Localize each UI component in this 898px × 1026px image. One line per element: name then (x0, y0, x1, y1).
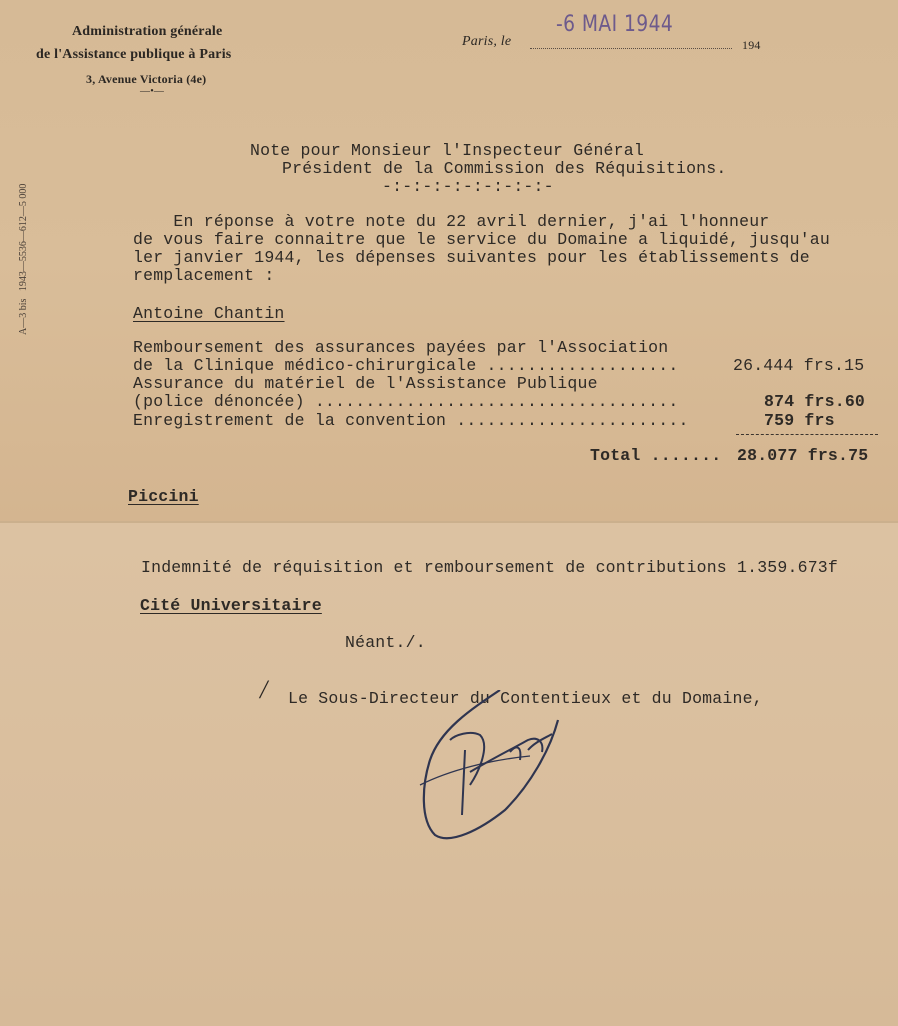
date-dotted-line (530, 48, 732, 49)
date-year-suffix: 194 (742, 38, 761, 52)
intro-line-2: de vous faire connaitre que le service du Domaine a liquidé, jusqu'au (133, 230, 831, 249)
section-heading-piccini: Piccini (128, 487, 199, 506)
section-heading-antoine-chantin: Antoine Chantin (133, 304, 285, 323)
handwritten-signature (410, 690, 570, 850)
title-line-1: Note pour Monsieur l'Inspecteur Général (250, 141, 644, 160)
letterhead-ornament: —•— (140, 86, 165, 97)
expense-amount-4: 874 frs.60 (764, 392, 866, 411)
closing-line: Le Sous-Directeur du Contentieux et du Domaine, (288, 689, 763, 708)
total-amount: 28.077 frs.75 (737, 446, 869, 465)
intro-line-1: En réponse à votre note du 22 avril dernier, j'ai l'honneur (133, 212, 770, 231)
date-stamp: -6 MAI 1944 (556, 12, 674, 37)
signature-mark: / (260, 675, 268, 704)
expense-label-4: (police dénoncée) .................................... (133, 392, 679, 411)
letterhead-line-1: Administration générale (72, 24, 223, 39)
title-separator: -:-:-:-:-:-:-:-:- (382, 177, 554, 196)
letterhead-address: 3, Avenue Victoria (4e) (86, 72, 207, 86)
expense-label-5: Enregistrement de la convention ....................... (133, 411, 689, 430)
cite-universitaire-line: Néant./. (345, 633, 426, 652)
letterhead-line-2: de l'Assistance publique à Paris (36, 47, 232, 62)
intro-line-3: ler janvier 1944, les dépenses suivantes pour les établissements de (133, 248, 810, 267)
side-printer-code: A—3 bis 1943—5536—612—5 000 (18, 183, 29, 335)
intro-line-4: remplacement : (133, 266, 275, 285)
title-line-2: Président de la Commission des Réquisitions. (282, 159, 727, 178)
expense-amount-2: 26.444 frs.15 (733, 356, 865, 375)
expense-amount-5: 759 frs (764, 411, 835, 430)
expense-label-1: Remboursement des assurances payées par l'Association (133, 338, 669, 357)
total-separator-rule (736, 434, 878, 435)
total-label: Total ....... (590, 446, 722, 465)
expense-label-3: Assurance du matériel de l'Assistance Publique (133, 374, 598, 393)
date-place: Paris, le (462, 34, 512, 49)
section-heading-cite-universitaire: Cité Universitaire (140, 596, 322, 615)
piccini-line: Indemnité de réquisition et remboursement de contributions 1.359.673f (141, 558, 839, 577)
expense-label-2: de la Clinique médico-chirurgicale ................... (133, 356, 679, 375)
